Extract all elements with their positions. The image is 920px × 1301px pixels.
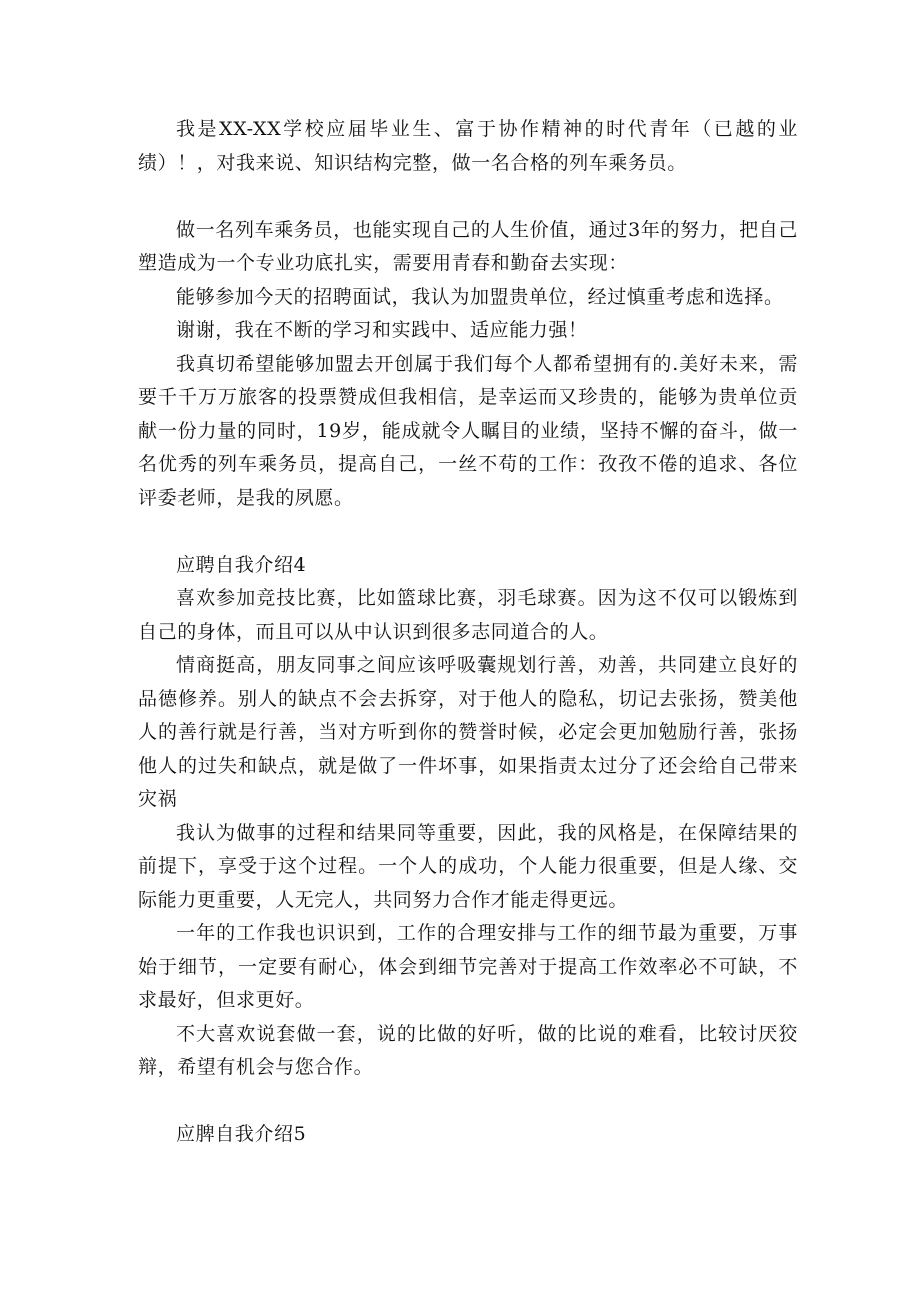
paragraph: 情商挺高，朋友同事之间应该呼吸囊规划行善，劝善，共同建立良好的品德修养。别人的缺点不会去拆穿，对于他人的隐私，切记去张扬，赞美他人的善行就是行善，当对方听到你的赞誉时候，必定会更加勉励行善，张扬他人的过失和缺点，就是做了一件坏事，如果指责太过分了还会给自己带来灾祸	[138, 654, 798, 810]
section-heading: 应脾自我介绍5	[176, 1123, 307, 1145]
paragraph: 不大喜欢说套做一套，说的比做的好听，做的比说的难看，比较讨厌狡辩，希望有机会与您合作。	[138, 1022, 798, 1078]
paragraph: 一年的工作我也识识到，工作的合理安排与工作的细节最为重要，万事始于细节，一定要有耐心，体会到细节完善对于提高工作效率必不可缺，不求最好，但求更好。	[138, 922, 798, 1011]
paragraph: 喜欢参加竞技比赛，比如篮球比赛，羽毛球赛。因为这不仅可以锻炼到自己的身体，而且可以从中认识到很多志同道合的人。	[138, 587, 798, 643]
paragraph: 做一名列车乘务员，也能实现自己的人生价值，通过3年的努力，把自己塑造成为一个专业功底扎实，需要用青春和勤奋去实现：	[138, 218, 798, 274]
paragraph: 我认为做事的过程和结果同等重要，因此，我的风格是，在保障结果的前提下，享受于这个过程。一个人的成功，个人能力很重要，但是人缘、交际能力更重要，人无完人，共同努力合作才能走得更远。	[138, 821, 798, 911]
paragraph: 能够参加今天的招聘面试，我认为加盟贵单位，经过慎重考虑和选择。	[176, 285, 784, 308]
paragraph: 我真切希望能够加盟去开创属于我们每个人都希望拥有的.美好未来，需要千千万万旅客的投票赞成但我相信，是幸运而又珍贵的，能够为贵单位贡献一份力量的同时，19岁，能成就令人瞩目的业绩，坚持不懈的奋斗，做一名优秀的列车乘务员，提高自己，一丝不苟的工作：孜孜不倦的追求、各位评委老师，是我的夙愿。	[138, 352, 798, 509]
document-body	[138, 113, 798, 1152]
paragraph-gap	[138, 180, 798, 214]
paragraph-gap	[138, 1085, 798, 1119]
paragraph: 谢谢，我在不断的学习和实践中、适应能力强！	[176, 319, 588, 341]
paragraph-gap	[138, 515, 798, 549]
paragraph: 我是XX-XX学校应届毕业生、富于协作精神的时代青年（已越的业绩）！，对我来说、知识结构完整，做一名合格的列车乘务员。	[138, 118, 798, 174]
section-heading: 应聘自我介绍4	[176, 553, 307, 576]
